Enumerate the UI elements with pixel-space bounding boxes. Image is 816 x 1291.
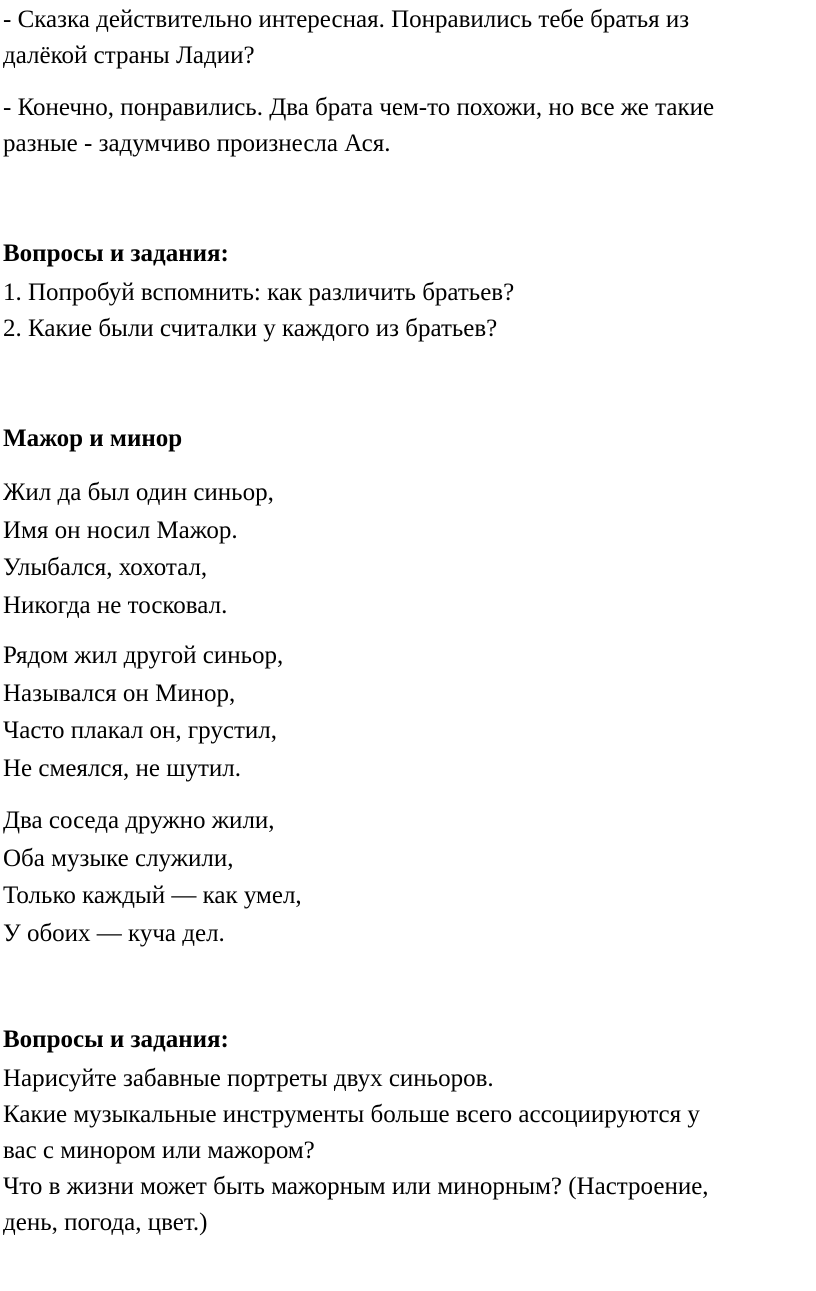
poem-title: Мажор и минор — [3, 425, 183, 452]
poem-line: Оба музыке служили, — [3, 844, 234, 872]
poem-line: Улыбался, хохотал, — [3, 554, 208, 581]
dialogue-paragraph-2 — [3, 90, 714, 162]
task-line: Нарисуйте забавные портреты двух синьоров. — [3, 1065, 494, 1092]
poem-line: Имя он носил Мажор. — [3, 516, 238, 544]
poem-stanza-1 — [3, 475, 274, 625]
poem-stanza-3 — [3, 803, 302, 953]
poem-line: Не смеялся, не шутил. — [3, 754, 241, 782]
task-line: Что в жизни может быть мажорным или минорным? (Настроение, — [3, 1173, 709, 1200]
task-line: вас с минором или мажором? — [3, 1137, 315, 1164]
dialogue-line: - Конечно, понравились. Два брата чем-то похожи, но все же такие — [3, 94, 715, 121]
dialogue-paragraph-1 — [3, 2, 689, 74]
question-item: 2. Какие были считалки у каждого из братьев? — [3, 315, 498, 342]
question-item: 1. Попробуй вспомнить: как различить братьев? — [3, 279, 515, 306]
questions-heading-2: Вопросы и задания: — [3, 1026, 229, 1053]
poem-line: У обоих — куча дел. — [3, 919, 225, 947]
task-line: Какие музыкальные инструменты больше всего ассоциируются у — [3, 1101, 700, 1128]
questions-list-2 — [3, 1061, 709, 1241]
poem-line: Никогда не тосковал. — [3, 591, 228, 619]
poem-line: Только каждый — как умел, — [3, 882, 302, 909]
poem-line: Жил да был один синьор, — [3, 479, 274, 506]
questions-list-1 — [3, 275, 514, 347]
dialogue-line: разные - задумчиво произнесла Ася. — [3, 130, 391, 157]
dialogue-line: - Сказка действительно интересная. Понравились тебе братья из — [3, 6, 690, 33]
poem-line: Назывался он Минор, — [3, 679, 236, 707]
poem-stanza-2 — [3, 638, 283, 788]
questions-heading-1: Вопросы и задания: — [3, 240, 229, 267]
task-line: день, погода, цвет.) — [3, 1209, 208, 1236]
poem-line: Два соседа дружно жили, — [3, 807, 275, 834]
poem-line: Рядом жил другой синьор, — [3, 642, 284, 669]
poem-line: Часто плакал он, грустил, — [3, 717, 277, 744]
dialogue-line: далёкой страны Ладии? — [3, 42, 255, 69]
